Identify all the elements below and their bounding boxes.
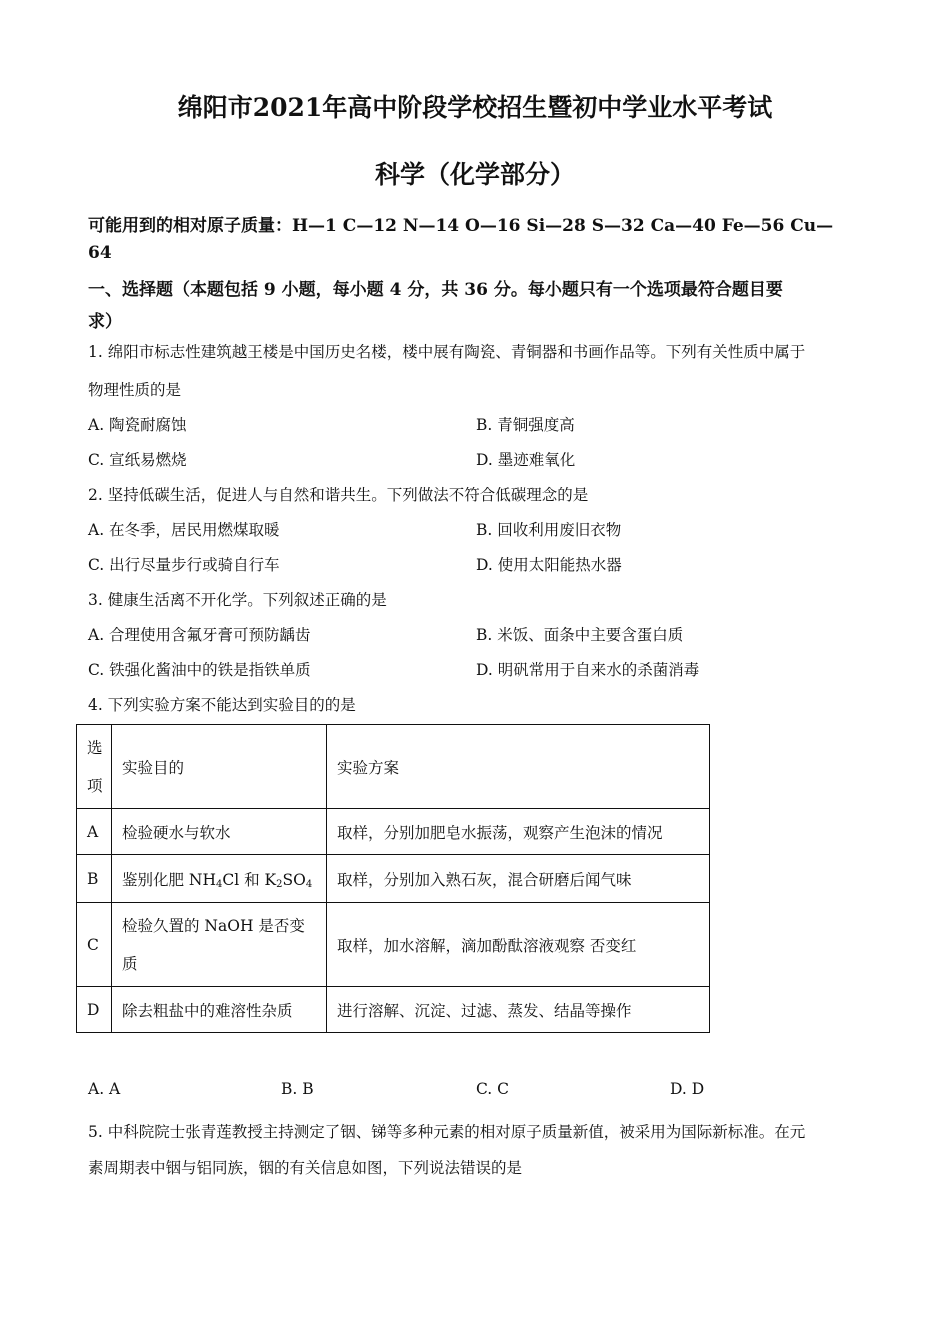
q2-option-b: B. 回收利用废旧衣物 (476, 521, 622, 539)
q3-option-a: A. 合理使用含氟牙膏可预防龋齿 (88, 626, 311, 644)
q3-stem: 3. 健康生活离不开化学。下列叙述正确的是 (88, 591, 387, 609)
section-heading-line1: 一、选择题（本题包括 9 小题，每小题 4 分，共 36 分。每小题只有一个选项最符合题目要 (88, 280, 783, 300)
q2-option-a: A. 在冬季，居民用燃煤取暖 (88, 521, 280, 539)
row-a-goal: 检验硬水与软水 (112, 809, 327, 855)
section-heading-line2: 求） (88, 312, 122, 332)
exam-subtitle: 科学（化学部分） (374, 160, 575, 189)
q4-stem: 4. 下列实验方案不能达到实验目的的是 (88, 696, 356, 714)
exam-title: 绵阳市2021年高中阶段学校招生暨初中学业水平考试 (177, 93, 773, 122)
row-b-goal-sub: 4 (305, 878, 313, 890)
atomic-masses-line1: 可能用到的相对原子质量：H—1 C—12 N—14 O—16 Si—28 S—32 Ca—40 Fe—56 Cu— (88, 216, 834, 236)
table-row (77, 809, 710, 855)
q1-option-a: A. 陶瓷耐腐蚀 (88, 416, 187, 434)
q1-option-c: C. 宣纸易燃烧 (88, 451, 187, 469)
row-d-plan: 进行溶解、沉淀、过滤、蒸发、结晶等操作 (327, 987, 710, 1033)
row-b-goal-sub: 4 (216, 878, 223, 890)
header-option-line1: 选 (87, 738, 103, 757)
q2-option-c: C. 出行尽量步行或骑自行车 (88, 556, 280, 574)
row-b-goal-text: Cl 和 K (222, 870, 277, 889)
row-c-option: C (77, 903, 112, 987)
header-plan-cell: 实验方案 (327, 725, 710, 809)
row-b-goal-sub: 2 (276, 878, 283, 890)
header-option-cell (77, 725, 112, 809)
q5-stem-line2: 素周期表中铟与铝同族，铟的有关信息如图，下列说法错误的是 (88, 1159, 523, 1177)
header-option-line2: 项 (87, 776, 103, 795)
q4-option-a: A. A (88, 1080, 121, 1098)
q1-option-b: B. 青铜强度高 (476, 416, 575, 434)
q2-stem: 2. 坚持低碳生活，促进人与自然和谐共生。下列做法不符合低碳理念的是 (88, 486, 589, 504)
q1-stem-line2: 物理性质的是 (88, 381, 182, 399)
q3-option-d: D. 明矾常用于自来水的杀菌消毒 (476, 661, 700, 679)
row-c-plan: 取样，加水溶解，滴加酚酞溶液观察 否变红 (327, 903, 710, 987)
q5-stem-line1: 5. 中科院院士张青莲教授主持测定了铟、锑等多种元素的相对原子质量新值，被采用为国际新标准。在元 (88, 1123, 806, 1141)
header-goal-cell: 实验目的 (112, 725, 327, 809)
q3-option-b: B. 米饭、面条中主要含蛋白质 (476, 626, 684, 644)
row-b-plan: 取样，分别加入熟石灰，混合研磨后闻气味 (327, 855, 710, 903)
row-b-goal (112, 855, 327, 903)
row-d-option: D (77, 987, 112, 1033)
row-c-goal (112, 903, 327, 987)
row-d-goal: 除去粗盐中的难溶性杂质 (112, 987, 327, 1033)
table-row (77, 903, 710, 987)
atomic-masses-line2: 64 (88, 243, 112, 263)
q4-experiment-table (76, 724, 710, 1033)
table-row (77, 855, 710, 903)
row-b-goal-text: 鉴别化肥 NH (122, 870, 217, 889)
row-c-goal-line2: 质 (122, 954, 138, 973)
row-a-plan: 取样，分别加肥皂水振荡，观察产生泡沫的情况 (327, 809, 710, 855)
q4-option-c: C. C (476, 1080, 510, 1098)
table-header-row (77, 725, 710, 809)
q2-option-d: D. 使用太阳能热水器 (476, 556, 622, 574)
row-b-goal-text: SO (282, 870, 306, 889)
q1-option-d: D. 墨迹难氧化 (476, 451, 576, 469)
row-b-option: B (77, 855, 112, 903)
row-a-option: A (77, 809, 112, 855)
q1-stem-line1: 1. 绵阳市标志性建筑越王楼是中国历史名楼，楼中展有陶瓷、青铜器和书画作品等。下列有关性质中属于 (88, 343, 806, 361)
q4-option-d: D. D (670, 1080, 705, 1098)
q3-option-c: C. 铁强化酱油中的铁是指铁单质 (88, 661, 311, 679)
q4-option-b: B. B (281, 1080, 314, 1098)
row-c-goal-line1: 检验久置的 NaOH 是否变 (122, 916, 305, 935)
table-row (77, 987, 710, 1033)
